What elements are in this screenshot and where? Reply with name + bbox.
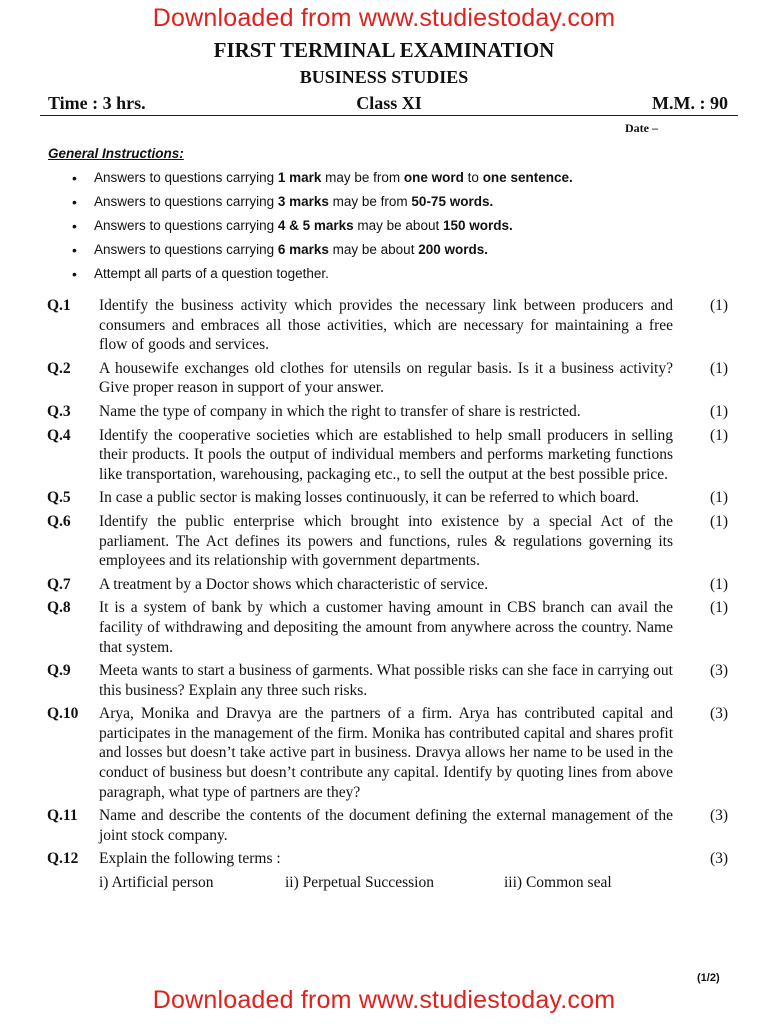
question-7 (0, 575, 768, 595)
question-number: Q.12 (47, 850, 79, 868)
question-number: Q.5 (47, 489, 71, 507)
max-marks: M.M. : 90 (652, 93, 728, 113)
time-allowed: Time : 3 hrs. (48, 93, 146, 113)
question-number: Q.11 (47, 807, 78, 825)
question-marks: (1) (710, 512, 729, 530)
question-text: Name and describe the contents of the document defining the external management of the joint stock company. (99, 807, 673, 844)
term-item: iii) Common seal (504, 874, 612, 892)
term-item: i) Artificial person (99, 874, 214, 892)
question-text: Name the type of company in which the right to transfer of share is restricted. (99, 402, 581, 420)
instructions-list (72, 168, 573, 288)
subject-title: BUSINESS STUDIES (299, 67, 469, 87)
term-item: ii) Perpetual Succession (285, 874, 434, 892)
page-number: (1/2) (697, 972, 720, 984)
class-label: Class XI (356, 93, 422, 113)
question-number: Q.4 (47, 426, 71, 444)
question-5 (0, 488, 768, 508)
question-3 (0, 402, 768, 422)
question-number: Q.6 (47, 512, 71, 530)
question-marks: (1) (710, 359, 729, 377)
question-number: Q.1 (47, 297, 71, 314)
question-1 (0, 296, 768, 355)
question-2 (0, 359, 768, 398)
question-text: Identify the cooperative societies which are established to help small producers in selling their products. It pools the output of individual members and performs marketing functions like transportation, warehousing, packaging etc., to sell the output at the best possible price. (99, 426, 673, 483)
question-number: Q.9 (47, 662, 71, 680)
instruction-item: • Answers to questions carrying 4 & 5 marks may be about 150 words. (72, 216, 573, 240)
question-text: Explain the following terms : (99, 850, 281, 868)
question-text: Arya, Monika and Dravya are the partners of a firm. Arya has contributed capital and participates in the management of the firm. Monika has contributed capital and shares profit and losses but doesn’t take active part in business. Dravya allows her name to be used in the conduct of business but doesn’t contribute any capital. Identify by quoting lines from above paragraph, what type of partners are they? (99, 705, 673, 801)
instruction-item: • Answers to questions carrying 3 marks may be from 50-75 words. (72, 192, 573, 216)
question-text: Meeta wants to start a business of garments. What possible risks can she face in carrying out this business? Explain any three such risks. (99, 662, 673, 699)
question-marks: (1) (710, 297, 729, 314)
question-text: In case a public sector is making losses continuously, it can be referred to which board. (99, 489, 640, 507)
date-field: Date – (625, 121, 658, 135)
question-marks: (3) (710, 807, 729, 825)
header-rule (40, 115, 738, 116)
question-11 (0, 806, 768, 845)
instructions-heading: General Instructions: (48, 146, 184, 161)
question-marks: (1) (710, 599, 729, 617)
question-4 (0, 426, 768, 485)
question-number: Q.10 (47, 705, 79, 723)
question-number: Q.3 (47, 402, 71, 420)
q12-terms (99, 873, 768, 893)
question-marks: (1) (710, 426, 729, 444)
question-text: A treatment by a Doctor shows which characteristic of service. (99, 575, 489, 593)
question-text: Identify the public enterprise which brought into existence by a special Act of the parliament. The Act defines its powers and functions, rules & regulations governing its employees and its relationship with government departments. (99, 512, 673, 570)
question-marks: (3) (710, 705, 729, 723)
question-marks: (1) (710, 402, 729, 420)
question-marks: (1) (710, 575, 729, 593)
question-number: Q.8 (47, 599, 71, 617)
question-10 (0, 704, 768, 802)
question-9 (0, 661, 768, 700)
download-banner-top: Downloaded from www.studiestoday.com (152, 4, 616, 32)
exam-title: FIRST TERMINAL EXAMINATION (213, 38, 555, 62)
question-text: A housewife exchanges old clothes for utensils on regular basis. Is it a business activity? Give proper reason in support of your answer. (99, 359, 673, 397)
question-number: Q.2 (47, 359, 71, 377)
question-marks: (3) (710, 850, 729, 868)
download-banner-bottom: Downloaded from www.studiestoday.com (152, 986, 616, 1014)
question-marks: (1) (710, 489, 729, 507)
questions-list (0, 296, 768, 897)
instruction-item: • Attempt all parts of a question together. (72, 264, 573, 288)
instruction-item: • Answers to questions carrying 6 marks may be about 200 words. (72, 240, 573, 264)
question-text: Identify the business activity which provides the necessary link between producers and consumers and embraces all those activities, which are necessary for maintaining a free flow of goods and services. (99, 297, 673, 354)
instruction-item: • Answers to questions carrying 1 mark may be from one word to one sentence. (72, 168, 573, 192)
question-12 (0, 849, 768, 893)
question-8 (0, 598, 768, 657)
question-6 (0, 512, 768, 571)
question-text: It is a system of bank by which a customer having amount in CBS branch can avail the facility of withdrawing and depositing the amount from anywhere across the country. Name that system. (99, 599, 673, 656)
question-marks: (3) (710, 662, 729, 680)
question-number: Q.7 (47, 575, 71, 593)
